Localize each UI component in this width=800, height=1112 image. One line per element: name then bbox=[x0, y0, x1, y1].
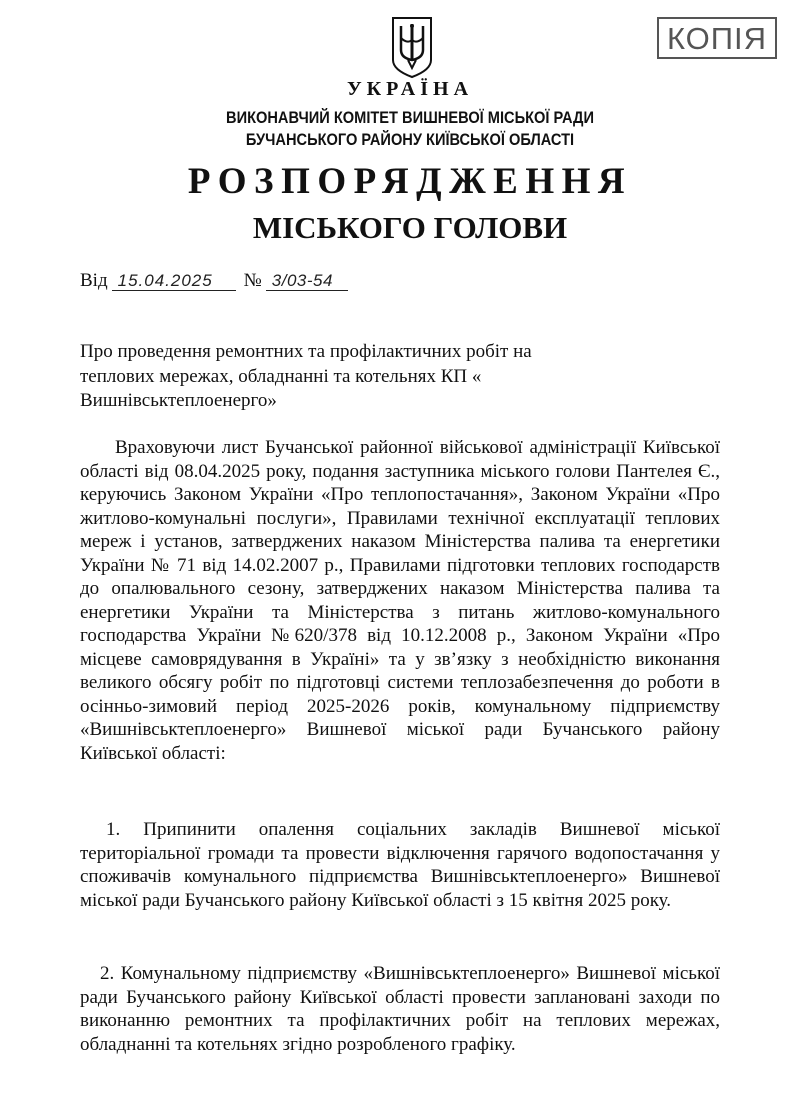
number-label: № bbox=[243, 270, 262, 291]
committee-line-1: ВИКОНАВЧИЙ КОМІТЕТ ВИШНЕВОЇ МІСЬКОЇ РАДИ bbox=[226, 108, 594, 127]
order-item-2: 2. Комунальному підприємству «Вишнівськтеплоенерго» Вишневої міської ради Бучанського району Київської області провести заплановані заходи по виконанню ремонтних та профілактичних робіт на теплових мережах, обладнанні та котельнях згідно розробленого графіку. bbox=[80, 963, 720, 1055]
copy-stamp: КОПІЯ bbox=[657, 17, 777, 59]
document-subject: Про проведення ремонтних та профілактичних робіт на теплових мережах, обладнанні та котельнях КП « Вишнівськтеплоенерго» bbox=[80, 341, 532, 411]
trident-icon bbox=[389, 14, 435, 80]
document-title: РОЗПОРЯДЖЕННЯ bbox=[187, 161, 633, 202]
date-label: Від bbox=[80, 270, 108, 291]
date-number-line bbox=[80, 270, 348, 292]
country-name: УКРАЇНА bbox=[346, 78, 474, 100]
order-item-1: 1. Припинити опалення соціальних закладів Вишневої міської територіальної громади та провести відключення гарячого водопостачання у споживачів комунального підприємства Вишнівськтеплоенерго» Вишневої міської ради Бучанського району Київської області з 15 квітня 2025 року. bbox=[80, 819, 720, 911]
preamble-paragraph: Враховуючи лист Бучанської районної військової адміністрації Київської області від 08.04.2025 року, подання заступника міського голови Пантелея Є., керуючись Законом України «Про теплопостачання», Законом України «Про житлово-комунальні послуги», Правилами технічної експлуатації теплових мереж і установ, затверджених наказом Міністерства палива та енергетики України № 71 від 14.02.2007 р., Правилами підготовки теплових господарств до опалювального сезону, затверджених наказом Міністерства палива та енергетики України та Міністерства з питань житлово-комунального господарства України №620/378 від 10.12.2008 р., Законом України «Про місцеве самоврядування в Україні» та у зв’язку з необхідністю виконання великого обсягу робіт по підготовці системи теплозабезпечення до роботи в осінньо-зимовий період 2025-2026 років, комунальному підприємству «Вишнівськтеплоенерго» Вишневої міської ради Бучанського району Київської області: bbox=[80, 437, 720, 764]
number-value: 3/03-54 bbox=[266, 272, 348, 291]
document-subtitle: МІСЬКОГО ГОЛОВИ bbox=[252, 210, 568, 245]
date-value: 15.04.2025 bbox=[112, 272, 236, 291]
committee-line-2: БУЧАНСЬКОГО РАЙОНУ КИЇВСЬКОЇ ОБЛАСТІ bbox=[245, 130, 575, 149]
